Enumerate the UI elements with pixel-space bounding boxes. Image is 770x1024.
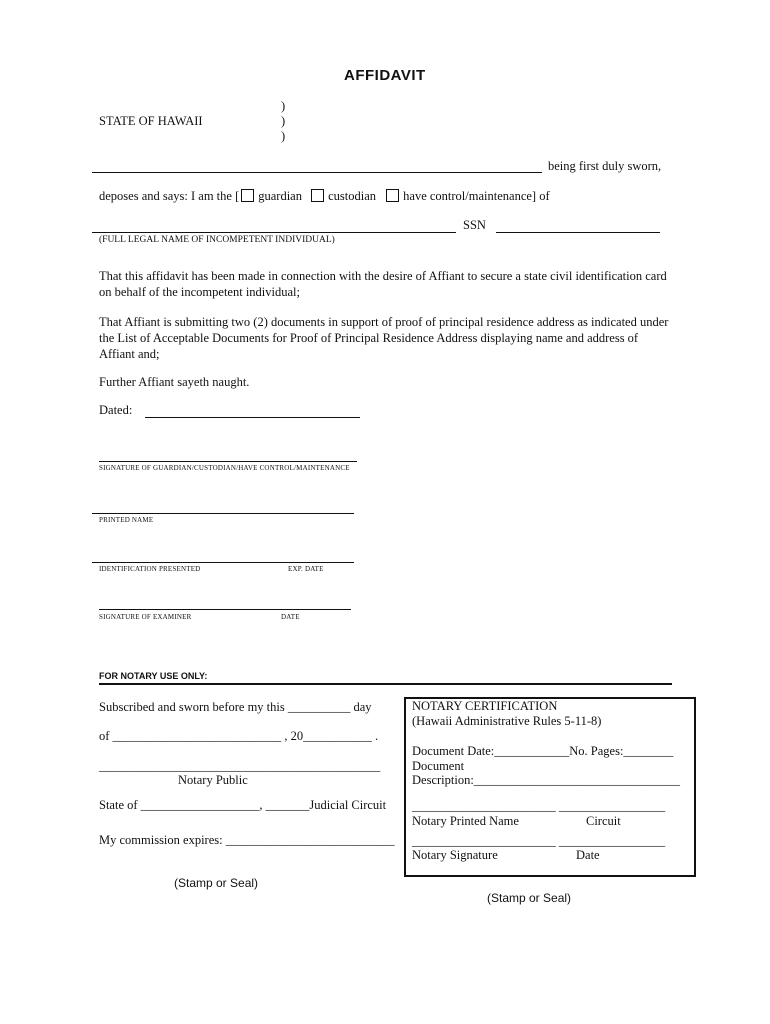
guardian-label: guardian	[258, 189, 302, 203]
stamp-left-label: (Stamp or Seal)	[174, 876, 259, 890]
venue-paren-3: )	[281, 129, 286, 143]
custodian-checkbox[interactable]	[311, 189, 324, 202]
dated-label: Dated:	[99, 403, 133, 417]
identification-caption: IDENTIFICATION PRESENTED	[99, 565, 201, 573]
deposes-row	[99, 189, 550, 204]
cert-title: NOTARY CERTIFICATION	[412, 699, 558, 713]
venue-paren-2: )	[281, 114, 286, 128]
dated-line[interactable]	[145, 417, 360, 418]
guardian-signature-line[interactable]	[99, 461, 357, 462]
cert-line-2: _______________________ _________________	[412, 834, 666, 848]
sworn-text: being first duly sworn,	[548, 159, 662, 173]
notary-public-line: _____________________________________________	[99, 759, 381, 773]
control-checkbox[interactable]	[386, 189, 399, 202]
paragraph-3: Further Affiant sayeth naught.	[99, 375, 250, 389]
incompetent-name-caption: (FULL LEGAL NAME OF INCOMPETENT INDIVIDUAL)	[99, 235, 335, 245]
subscribed-line: Subscribed and sworn before my this __________ day	[99, 700, 372, 714]
examiner-signature-line[interactable]	[99, 609, 351, 610]
of-year-line: of ___________________________ , 20___________ .	[99, 729, 379, 743]
cert-circuit: Circuit	[586, 814, 621, 828]
paragraph-1: That this affidavit has been made in connection with the desire of Affiant to secure a state civil identification card on behalf of the incompetent individual;	[99, 269, 667, 299]
cert-signature: Notary Signature	[412, 848, 498, 862]
page-title: AFFIDAVIT	[344, 67, 426, 84]
state-label: STATE OF HAWAII	[99, 114, 203, 128]
printed-name-line[interactable]	[92, 513, 354, 514]
notary-divider	[99, 683, 672, 685]
cert-date: Date	[576, 848, 600, 862]
cert-doc-date: Document Date:____________No. Pages:________	[412, 744, 674, 758]
cert-line-1: _______________________ _________________	[412, 799, 666, 813]
commission-line: My commission expires: ___________________________	[99, 833, 395, 847]
cert-printed-name: Notary Printed Name	[412, 814, 519, 828]
paragraph-2: That Affiant is submitting two (2) documents in support of proof of principal residence address as indicated under the List of Acceptable Documents for Proof of Principal Residence Address displaying name and address of Affiant and;	[99, 315, 669, 361]
cert-subtitle: (Hawaii Administrative Rules 5-11-8)	[412, 714, 602, 728]
guardian-signature-caption: SIGNATURE OF GUARDIAN/CUSTODIAN/HAVE CONTROL/MAINTENANCE	[99, 464, 350, 472]
affiant-name-line[interactable]	[92, 172, 542, 173]
custodian-label: custodian	[328, 189, 377, 203]
examiner-signature-caption: SIGNATURE OF EXAMINER	[99, 613, 192, 621]
cert-description: Description:_________________________________	[412, 773, 681, 787]
venue-paren-1: )	[281, 99, 286, 113]
ssn-line[interactable]	[496, 232, 660, 233]
examiner-date-caption: DATE	[281, 613, 300, 621]
control-label: have control/maintenance] of	[403, 189, 550, 203]
printed-name-caption: PRINTED NAME	[99, 516, 154, 524]
identification-line[interactable]	[92, 562, 354, 563]
guardian-checkbox[interactable]	[241, 189, 254, 202]
notary-public-label: Notary Public	[178, 773, 248, 787]
incompetent-name-line[interactable]	[92, 232, 456, 233]
stamp-right-label: (Stamp or Seal)	[487, 891, 572, 905]
deposes-prefix: deposes and says: I am the [	[99, 189, 240, 203]
ssn-label: SSN	[463, 218, 486, 232]
cert-document: Document	[412, 759, 465, 773]
exp-date-caption: EXP. DATE	[288, 565, 324, 573]
state-circuit-line: State of ___________________, _______Judicial Circuit	[99, 798, 387, 812]
notary-header: FOR NOTARY USE ONLY:	[99, 671, 208, 681]
